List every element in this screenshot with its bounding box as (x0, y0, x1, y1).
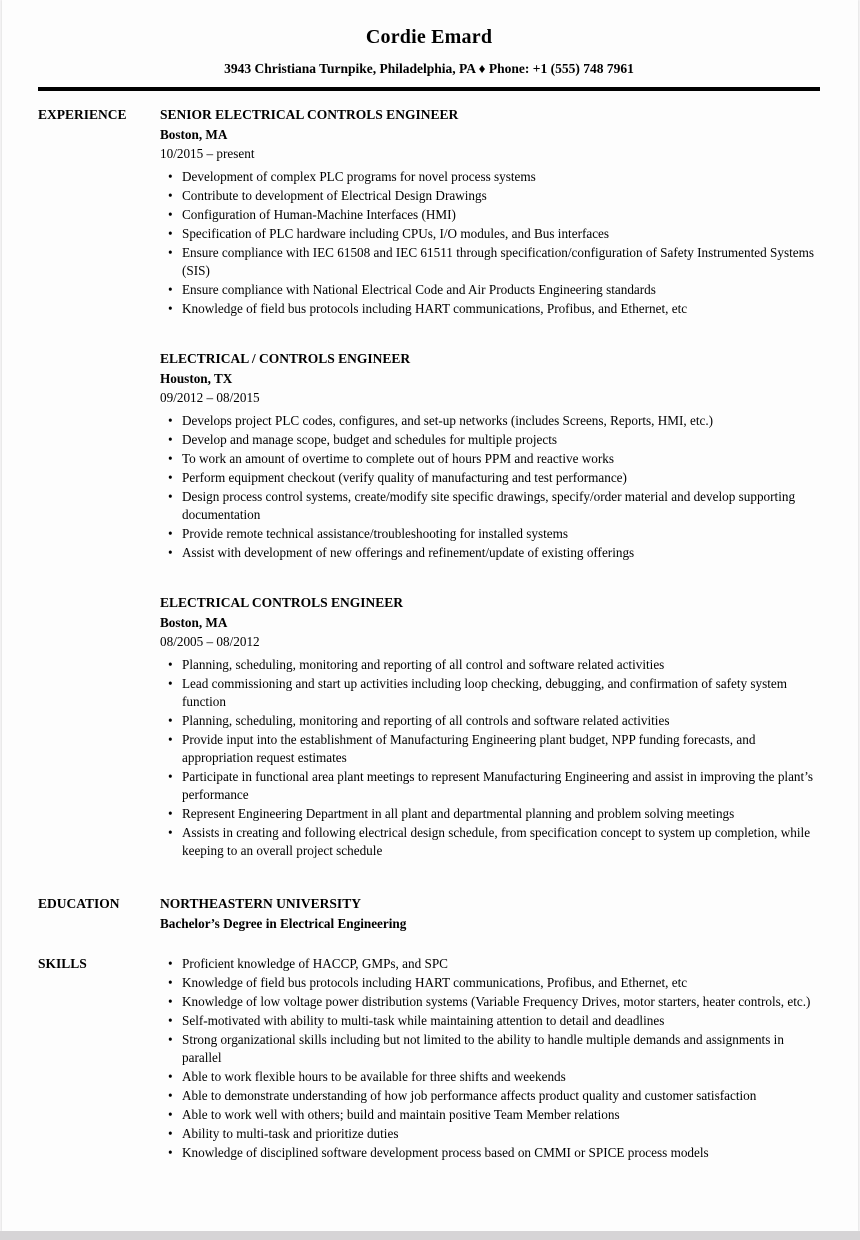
contact-line: 3943 Christiana Turnpike, Philadelphia, PA ♦ Phone: +1 (555) 748 7961 (224, 61, 634, 76)
skill-item: • Strong organizational skills including but not limited to the ability to handle multiple demands and assignments in parallel (160, 1031, 820, 1067)
skills-section (38, 955, 820, 1163)
job-bullet-item: • Contribute to development of Electrical Design Drawings (160, 187, 820, 205)
job-bullet-item: • Assist with development of new offerings and refinement/update of existing offerings (160, 544, 820, 562)
skills-list (160, 955, 820, 1162)
job-bullet-list (160, 412, 820, 562)
job-bullet-item: • Lead commissioning and start up activities including loop checking, debugging, and confirmation of safety system function (160, 675, 820, 711)
job-title: ELECTRICAL / CONTROLS ENGINEER (160, 351, 411, 366)
job-dates: 10/2015 – present (160, 146, 255, 161)
job-bullet-item: • Design process control systems, create/modify site specific drawings, specify/order material and develop supporting documentation (160, 488, 820, 524)
job-bullet-item: • Planning, scheduling, monitoring and reporting of all control and software related activities (160, 656, 820, 674)
skill-item: • Able to demonstrate understanding of how job performance affects product quality and customer satisfaction (160, 1087, 820, 1105)
job-bullet-item: • Provide remote technical assistance/troubleshooting for installed systems (160, 525, 820, 543)
job-bullet-item: • Ensure compliance with IEC 61508 and IEC 61511 through specification/configuration of Safety Instrumented Systems (SIS) (160, 244, 820, 280)
job-bullet-item: • Assists in creating and following electrical design schedule, from specification concept to system up completion, while keeping to an overall project schedule (160, 824, 820, 860)
skill-item: • Able to work flexible hours to be available for three shifts and weekends (160, 1068, 820, 1086)
experience-content (160, 106, 820, 861)
job-bullet-item: • Develops project PLC codes, configures, and set-up networks (includes Screens, Reports, HMI, etc.) (160, 412, 820, 430)
skill-item: • Self-motivated with ability to multi-task while maintaining attention to detail and deadlines (160, 1012, 820, 1030)
job-bullet-item: • Development of complex PLC programs for novel process systems (160, 168, 820, 186)
header-divider (38, 87, 820, 91)
skill-item: • Able to work well with others; build and maintain positive Team Member relations (160, 1106, 820, 1124)
job-bullet-item: • Ensure compliance with National Electrical Code and Air Products Engineering standards (160, 281, 820, 299)
job-bullet-list (160, 656, 820, 860)
skills-content (160, 955, 820, 1163)
education-school: NORTHEASTERN UNIVERSITY (160, 896, 361, 911)
job-location: Boston, MA (160, 127, 228, 142)
education-section (38, 895, 820, 933)
skill-item: • Knowledge of low voltage power distribution systems (Variable Frequency Drives, motor starters, heater controls, etc.) (160, 993, 820, 1011)
job-title: SENIOR ELECTRICAL CONTROLS ENGINEER (160, 107, 459, 122)
skills-label: SKILLS (38, 956, 87, 971)
skill-item: • Ability to multi-task and prioritize duties (160, 1125, 820, 1143)
job-bullet-item: • To work an amount of overtime to complete out of hours PPM and reactive works (160, 450, 820, 468)
education-content (160, 895, 820, 933)
job-dates: 09/2012 – 08/2015 (160, 390, 260, 405)
job-location: Boston, MA (160, 615, 228, 630)
job-bullet-item: • Provide input into the establishment of Manufacturing Engineering plant budget, NPP funding forecasts, and appropriation request estimates (160, 731, 820, 767)
skill-item: • Knowledge of field bus protocols including HART communications, Profibus, and Ethernet, etc (160, 974, 820, 992)
page-bottom-edge (0, 1231, 860, 1240)
job-title: ELECTRICAL CONTROLS ENGINEER (160, 595, 404, 610)
job-bullet-item: • Participate in functional area plant meetings to represent Manufacturing Engineering and assist in improving the plant’s performance (160, 768, 820, 804)
job-bullet-item: • Configuration of Human-Machine Interfaces (HMI) (160, 206, 820, 224)
job-entry (160, 594, 820, 860)
job-dates: 08/2005 – 08/2012 (160, 634, 260, 649)
job-bullet-item: • Develop and manage scope, budget and schedules for multiple projects (160, 431, 820, 449)
job-bullet-item: • Perform equipment checkout (verify quality of manufacturing and test performance) (160, 469, 820, 487)
job-entry (160, 106, 820, 318)
job-entry (160, 350, 820, 562)
job-bullet-item: • Specification of PLC hardware including CPUs, I/O modules, and Bus interfaces (160, 225, 820, 243)
education-label: EDUCATION (38, 896, 120, 911)
job-location: Houston, TX (160, 371, 233, 386)
job-bullet-item: • Represent Engineering Department in all plant and departmental planning and problem solving meetings (160, 805, 820, 823)
person-name: Cordie Emard (365, 26, 493, 48)
experience-label: EXPERIENCE (38, 107, 127, 122)
job-bullet-item: • Knowledge of field bus protocols including HART communications, Profibus, and Ethernet, etc (160, 300, 820, 318)
resume-header (38, 26, 820, 91)
job-bullet-item: • Planning, scheduling, monitoring and reporting of all controls and software related activities (160, 712, 820, 730)
skill-item: • Proficient knowledge of HACCP, GMPs, and SPC (160, 955, 820, 973)
skill-item: • Knowledge of disciplined software development process based on CMMI or SPICE process models (160, 1144, 820, 1162)
job-bullet-list (160, 168, 820, 318)
resume-page (2, 0, 858, 1231)
experience-section (38, 106, 820, 861)
education-degree: Bachelor’s Degree in Electrical Engineering (160, 916, 407, 931)
